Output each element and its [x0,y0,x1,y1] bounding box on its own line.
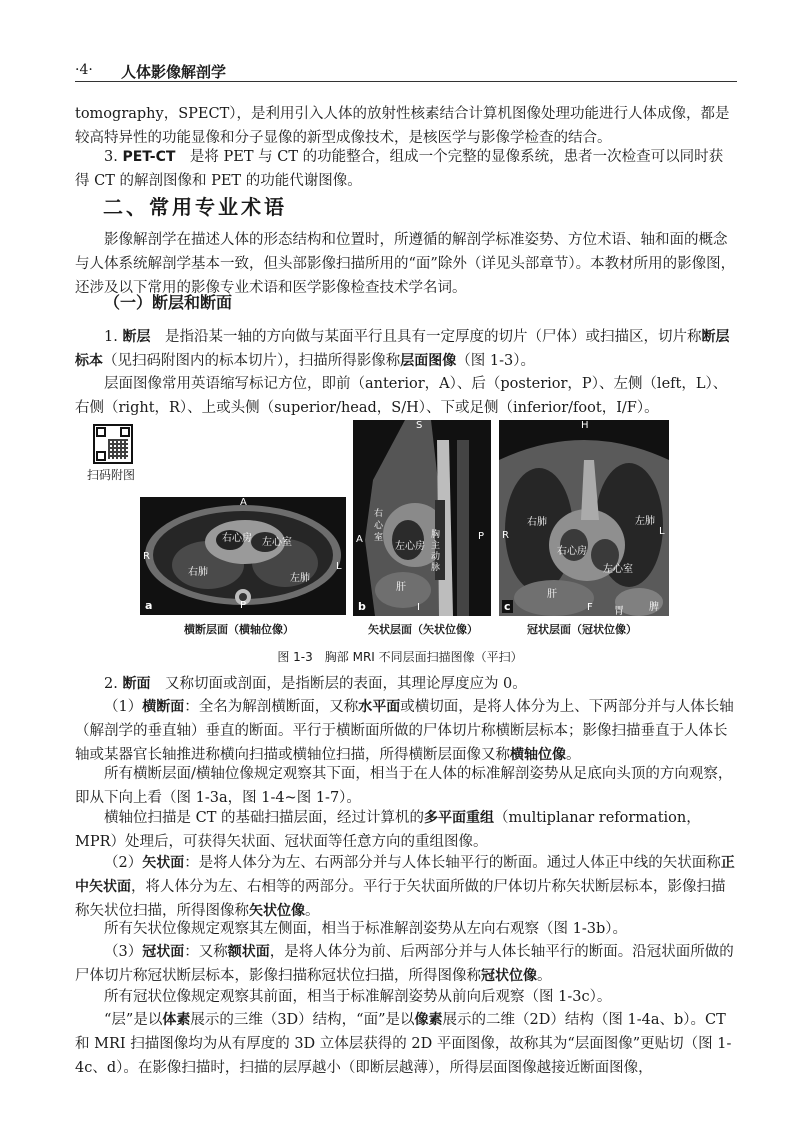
paragraph-text: 又称切面或剖面，是指断层的表面，其理论厚度应为 0。 [150,676,527,692]
term-midsagittal: 正中矢状面 [75,855,735,895]
paragraph-text: 所有横断层面/横轴位像规定观察其下面，相当于在人体的标准解剖姿势从足底向头顶的方向观察，即从下向上看（图 1-3a，图 1-4~图 1-7）。 [75,766,733,806]
paragraph-petct [75,145,737,193]
item-number: 3. [104,149,123,165]
paragraph-text: ：又称 [184,944,228,960]
paragraph-text: 或横切面，是将人体分为上、下两部分并与人体长轴（解剖学的垂直轴）垂直的断面。平行于横断面所做的尸体切片称横断层标本；影像扫描垂直于人体长轴或某器官长轴推进称横向扫描或横轴位扫描，所得横断层面像又称 [75,699,734,763]
label-left-c: L [659,526,665,537]
term-sagittal: 矢状面 [142,855,185,871]
label-right-lung-c: 右肺 [527,517,547,528]
paragraph-text: 所有矢状位像规定观察其左侧面，相当于标准解剖姿势从左向右观察（图 1-3b）。 [104,921,627,937]
label-inferior: I [417,602,420,613]
paragraph-coronal [75,940,737,988]
label-head: H [581,420,589,431]
item-number: （2） [104,855,143,871]
term-pixel: 像素 [414,1012,443,1028]
label-foot: F [587,602,593,613]
term-voxel: 体素 [162,1012,191,1028]
label-liver-c: 肝 [547,589,557,600]
label-right-lung: 右肺 [188,567,208,578]
mri-transverse-image [140,497,346,615]
label-left-ventricle-c: 左心室 [603,564,633,575]
item-number: （1） [104,699,143,715]
subcaption-coronal: 冠状层面（冠状位像） [527,623,637,636]
running-header [75,60,737,84]
item-number: 2. [104,676,123,692]
label-right-ventricle-b: 右心室 [374,509,384,543]
label-liver-b: 肝 [396,582,406,593]
paragraph-text: tomography，SPECT），是利用引入人体的放射性核素结合计算机图像处理功能进行人体成像，都是较高特异性的功能显像和分子显像的新型成像技术，是核医学与影像学检查的结合。 [75,106,730,146]
term-slice-image: 层面图像 [400,353,457,369]
book-title: 人体影像解剖学 [121,63,227,81]
label-anterior-b: A [356,534,363,545]
paragraph-text: （multiplanar reformation，MPR）处理后，可获得矢状面、冠状面等任意方向的重组图像。 [75,810,701,850]
paragraph-text: 是指沿某一轴的方向做与某面平行且具有一定厚度的切片（尸体）或扫描区，切片称 [150,329,702,345]
paragraph-text: 是将 PET 与 CT 的功能整合，组成一个完整的显像系统，患者一次检查可以同时获得 CT 的解剖图像和 PET 的功能代谢图像。 [75,149,724,189]
label-right: R [143,551,150,562]
paragraph-text: （图 1-3）。 [456,353,535,369]
paragraph-text: 影像解剖学在描述人体的形态结构和位置时，所遵循的解剖学标准姿势、方位术语、轴和面的概念与人体系统解剖学基本一致，但头部影像扫描所用的“面”除外（详见头部章节）。本教材所用的影像图，还涉及以下常用的影像专业术语和医学影像检查技术学名词。 [75,232,736,296]
term-coronal: 冠状面 [142,944,185,960]
mri-panel-transverse [140,497,346,615]
paragraph-text: 。 [566,747,581,763]
paragraph-text: ，将人体分为左、右相等的两部分。平行于矢状面所做的尸体切片称矢状断层标本，影像扫描称矢状位扫描，所得图像称 [75,879,726,919]
paragraph-text: ：全名为解剖横断面，又称 [184,699,359,715]
label-posterior: P [240,600,247,611]
label-left-lung: 左肺 [290,573,310,584]
qr-code[interactable] [93,424,133,464]
term-transverse: 横断面 [142,699,185,715]
item-number: 1. [104,329,123,345]
paragraph-duanceng [75,325,737,373]
label-posterior-b: P [478,531,485,542]
label-left-lung-c: 左肺 [635,516,655,527]
term-duanmian: 断面 [122,676,151,692]
term-duanceng: 断层 [122,329,151,345]
paragraph-orientation [75,372,737,420]
paragraph-coronal-view [75,985,737,1009]
qr-caption: 扫码附图 [87,468,136,482]
term-horizontal-plane: 水平面 [358,699,401,715]
term-coronal-image: 冠状位像 [481,968,537,984]
paragraph-sagittal-view [75,917,737,941]
page-number: ·4· [75,62,93,78]
paragraph-transverse [75,695,737,767]
paragraph-text: ，是将人体分为前、后两部分并与人体长轴平行的断面。沿冠状面所做的尸体切片称冠状断层标本，影像扫描称冠状位扫描，所得图像称 [75,944,734,984]
mri-panel-sagittal [353,420,491,616]
label-right-atrium-c: 右心房 [557,546,587,557]
paragraph-text: 横轴位扫描是 CT 的基础扫描层面，经过计算机的 [104,810,424,826]
paragraph-text: 所有冠状位像规定观察其前面，相当于标准解剖姿势从前向后观察（图 1-3c）。 [104,989,612,1005]
paragraph-duanmian [75,672,737,696]
mri-panel-coronal [499,420,669,616]
paragraph-text: 层面图像常用英语缩写标记方位，即前（anterior，A）、后（posterior，P）、左侧（left，L）、右侧（right，R）、上或头侧（superior/head，S/H）、下或足侧（inferior/foot，I/F）。 [75,376,728,416]
label-left: L [336,561,342,572]
paragraph-text: “层”是以 [104,1012,163,1028]
panel-letter-a: a [145,599,153,612]
term-mpr: 多平面重组 [423,810,494,826]
term-petct: PET-CT [122,149,176,165]
paragraph-text: ：是将人体分为左、右两部分并与人体长轴平行的断面。通过人体正中线的矢状面称 [184,855,721,871]
paragraph-voxel [75,1008,737,1080]
paragraph-sagittal [75,851,737,923]
subcaption-sagittal: 矢状层面（矢状位像） [368,623,478,636]
paragraph-text: （见扫码附图内的标本切片），扫描所得影像称 [103,353,401,369]
label-left-atrium-b: 左心房 [395,541,425,552]
paragraph-text: 。 [305,903,320,919]
figure-caption: 图 1-3 胸部 MRI 不同层面扫描图像（平扫） [277,650,523,664]
paragraph-text: 展示的二维（2D）结构（图 1-4a、b）。CT 和 MRI 扫描图像均为从有厚度的 3D 立体层获得的 2D 平面图像，故称其为“层面图像”更贴切（图 1-4c、d）。在影像扫描时，扫描的层厚越小（即断层越薄），所得层面图像越接近断面图像， [75,1012,732,1076]
term-axial-image: 横轴位像 [510,747,566,763]
label-stomach: 胃 [614,606,624,616]
header-rule [75,81,737,82]
subsection-heading: （一）断层和断面 [104,293,233,312]
label-superior: S [416,420,423,431]
subcaption-transverse: 横断层面（横轴位像） [184,623,294,636]
paragraph-transverse-view [75,762,737,810]
panel-letter-c: c [504,600,511,613]
paragraph-text: 展示的三维（3D）结构，“面”是以 [190,1012,415,1028]
label-anterior: A [240,497,247,508]
term-sagittal-image: 矢状位像 [249,903,305,919]
label-left-ventricle: 左心室 [262,537,292,548]
paragraph-text: 。 [537,968,552,984]
paragraph-spect [75,102,737,150]
term-specimen: 断层标本 [75,329,730,369]
label-thoracic-aorta: 胸主动脉 [431,530,441,573]
paragraph-mpr [75,806,737,854]
panel-letter-b: b [358,600,366,613]
label-right-c: R [502,530,509,541]
term-frontal-plane: 额状面 [227,944,270,960]
section-heading: 二、常用专业术语 [103,195,287,219]
item-number: （3） [104,944,143,960]
label-right-atrium: 右心房 [222,533,252,544]
label-spleen: 脾 [649,602,659,613]
